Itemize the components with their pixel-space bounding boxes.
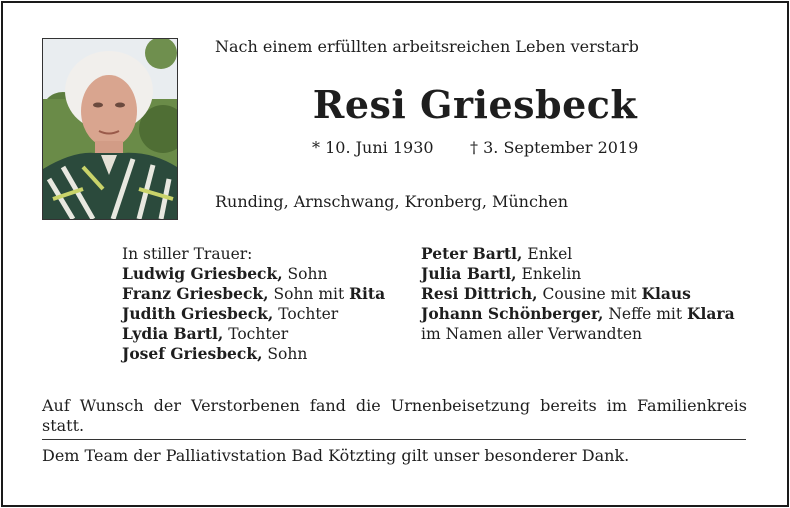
- portrait-image: [43, 39, 177, 219]
- mourner-row: [421, 284, 735, 304]
- mourner-row: [421, 304, 735, 324]
- mourner-relation: Tochter: [223, 325, 289, 343]
- mourner-row: im Namen aller Verwandten: [421, 325, 642, 343]
- mourners-left-column: [122, 244, 385, 364]
- mourner-partner-name: Klara: [687, 304, 735, 323]
- mourner-relation: Sohn: [262, 345, 308, 363]
- thanks-note: Dem Team der Palliativstation Bad Kötzting gilt unser besonderer Dank.: [42, 446, 630, 465]
- burial-note: Auf Wunsch der Verstorbenen fand die Urnenbeisetzung bereits im Familienkreis statt.: [42, 396, 747, 435]
- mourner-relation: Tochter: [273, 305, 339, 323]
- mourner-name: Lydia Bartl,: [122, 324, 224, 343]
- mourner-relation: Cousine mit: [537, 285, 642, 303]
- mourner-row: [122, 324, 385, 344]
- mourner-name: Johann Schönberger,: [421, 304, 604, 323]
- mourner-name: Josef Griesbeck,: [122, 344, 263, 363]
- mourner-name: Ludwig Griesbeck,: [122, 264, 283, 283]
- mourner-name: Franz Griesbeck,: [122, 284, 269, 303]
- birth-date: * 10. Juni 1930: [312, 138, 434, 157]
- mourner-relation: Neffe mit: [603, 305, 688, 323]
- places-list: Runding, Arnschwang, Kronberg, München: [215, 192, 569, 211]
- mourner-row: [421, 264, 735, 284]
- mourner-name: Peter Bartl,: [421, 244, 523, 263]
- mourner-row: [122, 284, 385, 304]
- mourners-right-column: [421, 244, 735, 344]
- portrait-photo: [42, 38, 178, 220]
- divider-line: [42, 439, 746, 440]
- death-date: † 3. September 2019: [470, 138, 639, 157]
- mourner-relation: Enkel: [522, 245, 573, 263]
- mourner-row: [122, 304, 385, 324]
- mourner-row: [122, 344, 385, 364]
- intro-text: Nach einem erfüllten arbeitsreichen Leben verstarb: [215, 37, 639, 56]
- mourner-relation: Sohn mit: [268, 285, 350, 303]
- mourner-name: Julia Bartl,: [421, 264, 517, 283]
- mourner-name: Resi Dittrich,: [421, 284, 538, 303]
- mourner-partner-name: Klaus: [641, 284, 691, 303]
- mourner-partner-name: Rita: [349, 284, 386, 303]
- deceased-name: Resi Griesbeck: [312, 82, 638, 127]
- mourner-relation: Sohn: [282, 265, 328, 283]
- mourner-name: Judith Griesbeck,: [122, 304, 274, 323]
- mourner-row: [421, 244, 735, 264]
- mourner-relation: Enkelin: [516, 265, 582, 283]
- mourner-row: [122, 264, 385, 284]
- mourners-heading: In stiller Trauer:: [122, 245, 253, 263]
